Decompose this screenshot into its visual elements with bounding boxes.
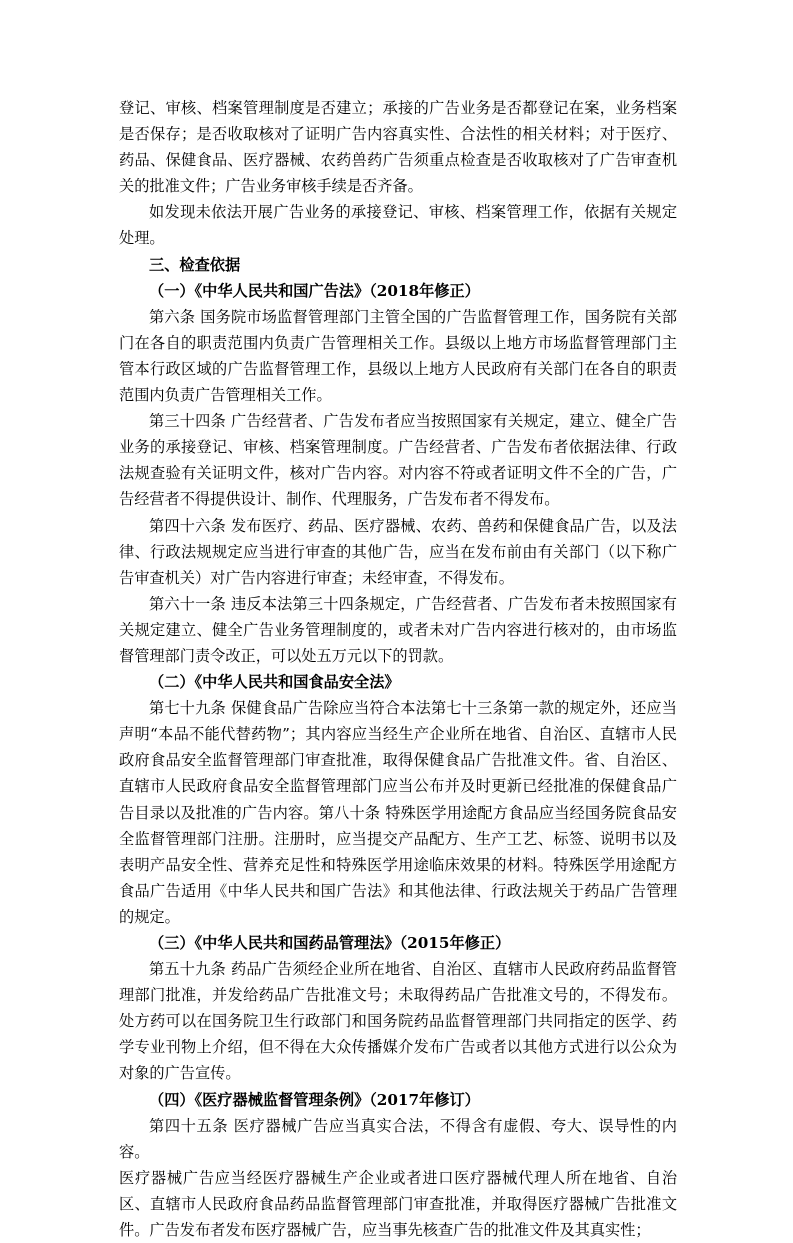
section-heading: （一）《中华人民共和国广告法》（2018年修正） — [149, 281, 480, 300]
body-paragraph: 第六十一条 违反本法第三十四条规定，广告经营者、广告发布者未按照国家有关规定建立、健全广告业务管理制度的，或者未对广告内容进行核对的，由市场监督管理部门责令改正，可以处五万元以下的罚款。 — [119, 594, 677, 665]
section-heading: （二）《中华人民共和国食品安全法》 — [149, 673, 400, 692]
body-paragraph: 第四十五条 医疗器械广告应当真实合法，不得含有虚假、夸大、误导性的内容。 — [119, 1116, 677, 1161]
document-body — [119, 95, 677, 1243]
body-paragraph: 第五十九条 药品广告须经企业所在地省、自治区、直辖市人民政府药品监督管理部门批准，并发给药品广告批准文号；未取得药品广告批准文号的，不得发布。处方药可以在国务院卫生行政部门和国务院药品监督管理部门共同指定的医学、药学专业刊物上介绍，但不得在大众传播媒介发布广告或者以其他方式进行以公众为对象的广告宣传。 — [119, 960, 677, 1083]
body-paragraph: 医疗器械广告应当经医疗器械生产企业或者进口医疗器械代理人所在地省、自治区、直辖市人民政府食品药品监督管理部门审查批准，并取得医疗器械广告批准文件。广告发布者发布医疗器械广告，应当事先核查广告的批准文件及其真实性； — [119, 1168, 677, 1240]
section-heading: （四）《医疗器械监督管理条例》（2017年修订） — [149, 1090, 480, 1109]
section-heading: 三、检查依据 — [149, 255, 241, 274]
body-paragraph: 登记、审核、档案管理制度是否建立；承接的广告业务是否都登记在案，业务档案是否保存；是否收取核对了证明广告内容真实性、合法性的相关材料；对于医疗、药品、保健食品、医疗器械、农药兽药广告须重点检查是否收取核对了广告审查机关的批准文件；广告业务审核手续是否齐备。 — [119, 99, 677, 196]
body-paragraph: 第六条 国务院市场监督管理部门主管全国的广告监督管理工作，国务院有关部门在各自的职责范围内负责广告管理相关工作。县级以上地方市场监督管理部门主管本行政区域的广告监督管理工作，县级以上地方人民政府有关部门在各自的职责范围内负责广告管理相关工作。 — [119, 307, 677, 405]
body-paragraph: 如发现未依法开展广告业务的承接登记、审核、档案管理工作，依据有关规定处理。 — [119, 203, 677, 248]
body-paragraph: 第四十六条 发布医疗、药品、医疗器械、农药、兽药和保健食品广告，以及法律、行政法规规定应当进行审查的其他广告，应当在发布前由有关部门（以下称广告审查机关）对广告内容进行审查；未经审查，不得发布。 — [119, 516, 677, 587]
body-paragraph: 第七十九条 保健食品广告除应当符合本法第七十三条第一款的规定外，还应当声明“本品不能代替药物”；其内容应当经生产企业所在地省、自治区、直辖市人民政府食品安全监督管理部门审查批准，取得保健食品广告批准文件。省、自治区、直辖市人民政府食品安全监督管理部门应当公布并及时更新已经批准的保健食品广告目录以及批准的广告内容。第八十条 特殊医学用途配方食品应当经国务院食品安全监督管理部门注册。注册时，应当提交产品配方、生产工艺、标签、说明书以及表明产品安全性、营养充足性和特殊医学用途临床效果的材料。特殊医学用途配方食品广告适用《中华人民共和国广告法》和其他法律、行政法规关于药品广告管理的规定。 — [119, 699, 677, 926]
section-heading: （三）《中华人民共和国药品管理法》（2015年修正） — [149, 934, 511, 952]
body-paragraph: 第三十四条 广告经营者、广告发布者应当按照国家有关规定，建立、健全广告业务的承接登记、审核、档案管理制度。广告经营者、广告发布者依据法律、行政法规查验有关证明文件，核对广告内容。对内容不符或者证明文件不全的广告，广告经营者不得提供设计、制作、代理服务，广告发布者不得发布。 — [119, 412, 677, 509]
